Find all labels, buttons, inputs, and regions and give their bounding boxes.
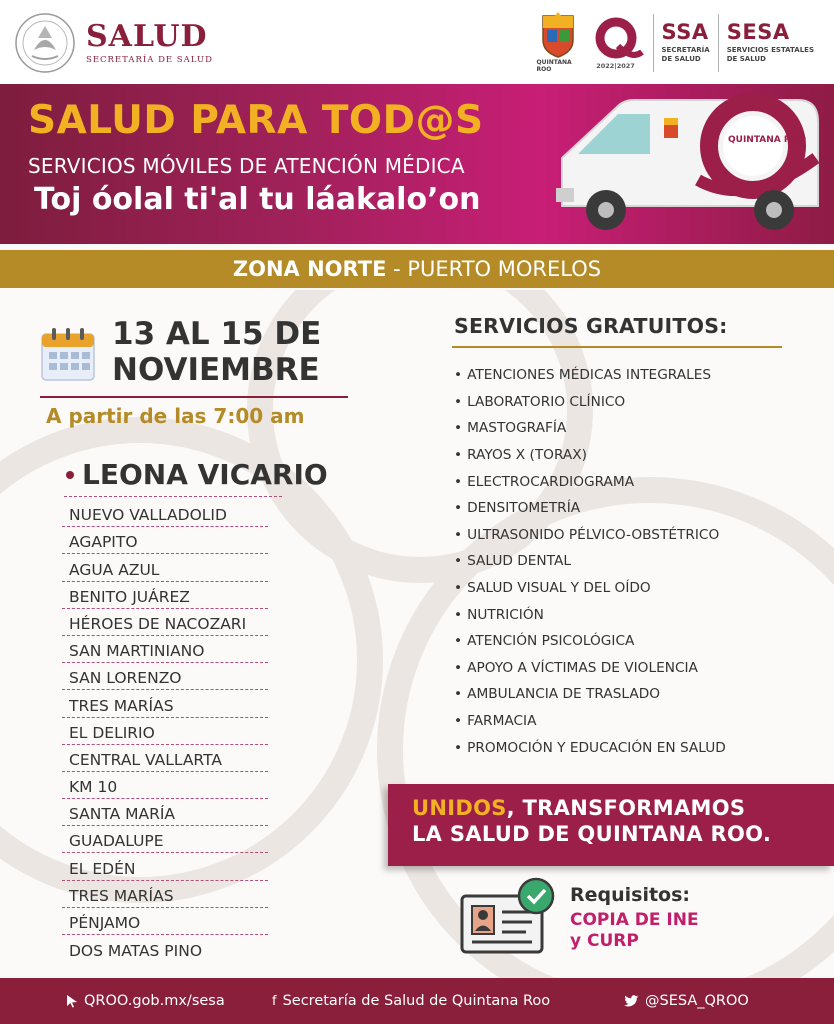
- list-item: AGUA AZUL: [62, 554, 268, 581]
- date-line-1: 13 AL 15 DE: [112, 316, 322, 352]
- bullet-icon: •: [454, 553, 463, 570]
- hero-banner: [0, 84, 834, 244]
- service-label: NUTRICIÓN: [467, 606, 544, 623]
- list-item: TRES MARÍAS: [62, 881, 268, 908]
- sesa-logo: [727, 21, 814, 64]
- list-item: GUADALUPE: [62, 826, 268, 853]
- service-item: [454, 389, 814, 416]
- list-item: EL DELIRIO: [62, 718, 268, 745]
- list-item: AGAPITO: [62, 527, 268, 554]
- ssa-logo: [662, 21, 710, 64]
- service-item: [454, 601, 814, 628]
- service-label: RAYOS X (TORAX): [467, 447, 587, 464]
- mexico-seal-icon: [14, 12, 76, 74]
- list-item: DOS MATAS PINO: [69, 942, 203, 961]
- service-label: AMBULANCIA DE TRASLADO: [467, 686, 661, 703]
- event-date: [112, 316, 321, 388]
- requirement-1: COPIA DE INE: [570, 910, 699, 930]
- bullet-icon: •: [454, 367, 463, 384]
- sesa-desc-1: SERVICIOS ESTATALES: [726, 46, 814, 54]
- list-item: SANTA MARÍA: [62, 799, 268, 826]
- banner-maya-text: Toj óolal ti'al tu láakalo’on: [34, 182, 481, 217]
- service-item: [454, 362, 814, 389]
- service-item: [454, 522, 814, 549]
- service-item: [454, 708, 814, 735]
- slogan-line-1: [412, 796, 834, 820]
- service-label: MASTOGRAFÍA: [467, 420, 567, 437]
- footer-facebook[interactable]: [272, 978, 550, 1024]
- banner-subtitle: SERVICIOS MÓVILES DE ATENCIÓN MÉDICA: [28, 154, 465, 178]
- service-label: SALUD VISUAL Y DEL OÍDO: [467, 580, 651, 597]
- list-item: BENITO JUÁREZ: [62, 582, 268, 609]
- list-item: PÉNJAMO: [62, 908, 268, 935]
- facebook-link[interactable]: Secretaría de Salud de Quintana Roo: [282, 993, 551, 1009]
- q-logo: [587, 16, 645, 70]
- list-item: SAN MARTINIANO: [62, 636, 268, 663]
- ssa-name: SSA: [661, 20, 709, 44]
- requirements-body: [570, 910, 699, 952]
- bullet-icon: •: [454, 713, 463, 730]
- bullet-icon: •: [454, 473, 463, 490]
- footer: [0, 978, 834, 1024]
- service-label: DENSITOMETRÍA: [467, 500, 581, 517]
- slogan-line-1-rest: , TRANSFORMAMOS: [506, 796, 746, 820]
- bullet-icon: •: [454, 500, 463, 517]
- service-item: [454, 415, 814, 442]
- salud-logo: [14, 12, 213, 74]
- salud-title: SALUD: [86, 19, 208, 54]
- footer-twitter[interactable]: [624, 978, 749, 1024]
- sesa-name: SESA: [726, 20, 790, 44]
- bullet-icon: •: [454, 633, 463, 650]
- mobile-clinic-van-icon: [548, 88, 834, 244]
- list-item: KM 10: [62, 772, 268, 799]
- service-item: [454, 468, 814, 495]
- zone-bar: [0, 250, 834, 288]
- place-divider: [64, 496, 282, 497]
- slogan-banner: [388, 784, 834, 866]
- zone-name: ZONA NORTE: [232, 257, 387, 281]
- service-item: [454, 681, 814, 708]
- list-item: HÉROES DE NACOZARI: [62, 609, 268, 636]
- service-item: [454, 442, 814, 469]
- ssa-desc-2: DE SALUD: [661, 55, 701, 63]
- ssa-desc-1: SECRETARÍA: [661, 46, 710, 54]
- service-item: [454, 734, 814, 761]
- services-divider: [452, 346, 782, 348]
- start-time: A partir de las 7:00 am: [46, 404, 305, 428]
- footer-website[interactable]: [66, 978, 225, 1024]
- service-label: LABORATORIO CLÍNICO: [467, 393, 626, 410]
- id-card-icon: [460, 876, 560, 956]
- q-emblem-icon: [588, 16, 644, 62]
- banner-title: SALUD PARA TOD@S: [28, 98, 484, 143]
- quintana-roo-shield: [537, 12, 579, 73]
- bullet-icon: •: [454, 659, 463, 676]
- twitter-link[interactable]: @SESA_QROO: [645, 993, 749, 1009]
- service-item: [454, 628, 814, 655]
- service-label: PROMOCIÓN Y EDUCACIÓN EN SALUD: [467, 739, 726, 756]
- salud-subtitle: SECRETARÍA DE SALUD: [86, 55, 213, 65]
- service-label: ELECTROCARDIOGRAMA: [467, 473, 635, 490]
- bullet-icon: •: [454, 420, 463, 437]
- service-label: ATENCIONES MÉDICAS INTEGRALES: [467, 367, 712, 384]
- service-label: APOYO A VÍCTIMAS DE VIOLENCIA: [467, 659, 698, 676]
- q-logo-years: 2022|2027: [596, 61, 635, 70]
- list-item: NUEVO VALLADOLID: [62, 500, 268, 527]
- service-label: ATENCIÓN PSICOLÓGICA: [467, 633, 635, 650]
- service-item: [454, 655, 814, 682]
- divider: [653, 14, 654, 72]
- bullet-icon: [66, 471, 74, 479]
- bullet-icon: •: [454, 580, 463, 597]
- partner-logos: [537, 12, 814, 73]
- locations-list: [62, 500, 268, 962]
- service-label: FARMACIA: [467, 713, 537, 730]
- service-item: [454, 575, 814, 602]
- requirement-2: y CURP: [570, 931, 639, 951]
- date-line-2: NOVIEMBRE: [112, 352, 320, 388]
- slogan-line-2: LA SALUD DE QUINTANA ROO.: [412, 822, 772, 846]
- bullet-icon: •: [454, 739, 463, 756]
- sesa-desc-2: DE SALUD: [726, 55, 766, 63]
- bullet-icon: •: [454, 393, 463, 410]
- list-item: SAN LORENZO: [62, 663, 268, 690]
- van-logo-text: QUINTANA ROO: [728, 135, 807, 145]
- bullet-icon: •: [454, 526, 463, 543]
- shield-icon: [541, 12, 575, 58]
- list-item: CENTRAL VALLARTA: [62, 745, 268, 772]
- cursor-icon: [66, 994, 78, 1008]
- place-name: LEONA VICARIO: [82, 458, 328, 491]
- website-link[interactable]: QROO.gob.mx/sesa: [84, 993, 225, 1009]
- header: [0, 0, 834, 84]
- twitter-icon: [624, 995, 639, 1007]
- place-heading: [66, 458, 328, 491]
- bullet-icon: •: [454, 447, 463, 464]
- bullet-icon: •: [454, 606, 463, 623]
- services-list: [454, 362, 814, 761]
- calendar-icon: [40, 326, 96, 382]
- list-item: EL EDÉN: [62, 853, 268, 880]
- service-label: SALUD DENTAL: [467, 553, 571, 570]
- divider: [718, 14, 719, 72]
- date-divider: [40, 396, 348, 398]
- zone-location: - PUERTO MORELOS: [386, 257, 602, 281]
- bullet-icon: •: [454, 686, 463, 703]
- requirements-title: Requisitos:: [570, 884, 691, 906]
- service-item: [454, 495, 814, 522]
- facebook-icon: f: [272, 993, 277, 1009]
- list-item: TRES MARÍAS: [62, 690, 268, 717]
- service-label: ULTRASONIDO PÉLVICO-OBSTÉTRICO: [467, 526, 720, 543]
- services-heading: SERVICIOS GRATUITOS:: [454, 314, 728, 338]
- shield-label: QUINTANA ROO: [536, 59, 572, 73]
- slogan-highlight: UNIDOS: [412, 796, 507, 820]
- service-item: [454, 548, 814, 575]
